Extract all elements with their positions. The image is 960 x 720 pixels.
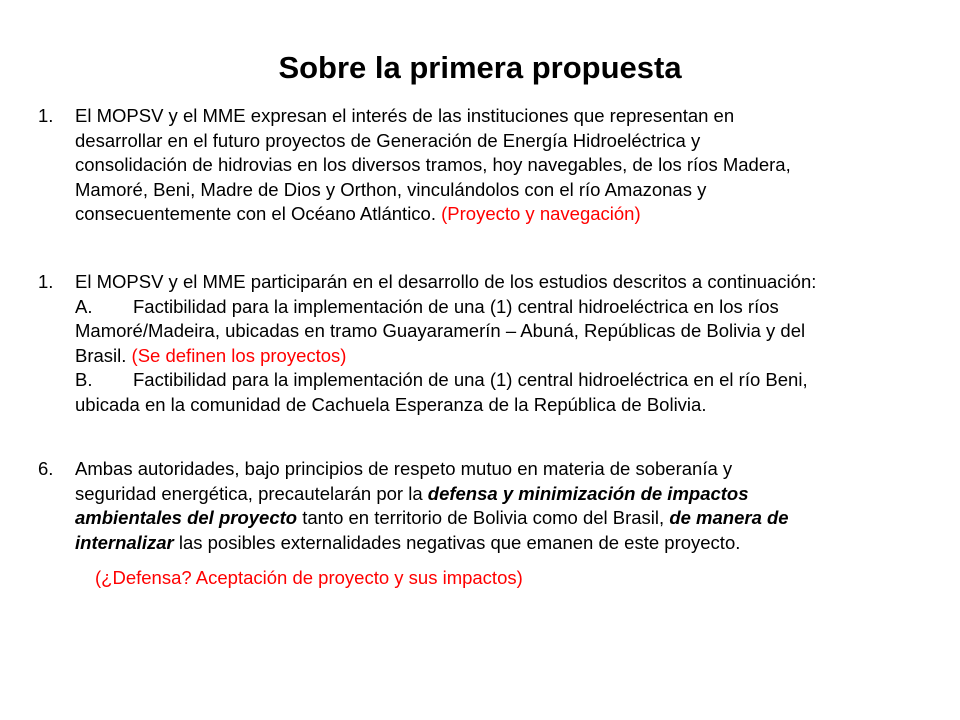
item-intro: El MOPSV y el MME participarán en el desarrollo de los estudios descritos a continuación: xyxy=(75,271,817,292)
slide-title: Sobre la primera propuesta xyxy=(278,50,682,85)
sub-item-a-text: Factibilidad para la implementación de una (1) central hidroeléctrica en los ríos Mamoré/Madeira, ubicadas en tramo Guayaramerín – Abuná, Repúblicas de Bolivia y del Brasil. xyxy=(75,295,806,366)
item-note: (Proyecto y navegación) xyxy=(441,203,641,224)
list-item-3 xyxy=(38,457,943,555)
sub-item-b-label: B. xyxy=(75,369,93,390)
list-item-2 xyxy=(38,270,943,417)
sub-item-a-note: (Se definen los proyectos) xyxy=(131,344,347,366)
item-number: 1. xyxy=(38,271,54,292)
item-text-part2: tanto en territorio de Bolivia como del Brasil, xyxy=(297,507,670,528)
final-note: (¿Defensa? Aceptación de proyecto y sus impactos) xyxy=(95,567,523,588)
item-content xyxy=(75,270,943,417)
item-text: El MOPSV y el MME expresan el interés de las instituciones que representan en desarrollar en el futuro proyectos de Generación de Energía Hidroeléctrica y consolidación de hidrovias en los diversos tramos, hoy navegables, de los ríos Madera, Mamoré, Beni, Madre de Dios y Orthon, vinculándolos con el río Amazonas y consecuentemente con el Océano Atlántico. xyxy=(75,105,791,224)
list-item-1 xyxy=(38,104,943,227)
item-text-part3: las posibles externalidades negativas que emanen de este proyecto. xyxy=(173,531,741,553)
item-content xyxy=(75,104,943,227)
item-content xyxy=(75,457,943,555)
item-emphasis-2: de manera de internalizar xyxy=(75,507,789,553)
item-number: 6. xyxy=(38,458,54,479)
item-number: 1. xyxy=(38,105,54,126)
sub-item-b-text: Factibilidad para la implementación de una (1) central hidroeléctrica en el río Beni, ubicada en la comunidad de Cachuela Esperanza de la República de Bolivia. xyxy=(75,369,808,415)
item-emphasis-1: defensa y minimización de impactos ambientales del proyecto xyxy=(75,482,749,528)
item-text-part1: Ambas autoridades, bajo principios de respeto mutuo en materia de soberanía y seguridad energética, precautelarán por la xyxy=(75,458,733,504)
sub-item-a-label: A. xyxy=(75,295,93,317)
